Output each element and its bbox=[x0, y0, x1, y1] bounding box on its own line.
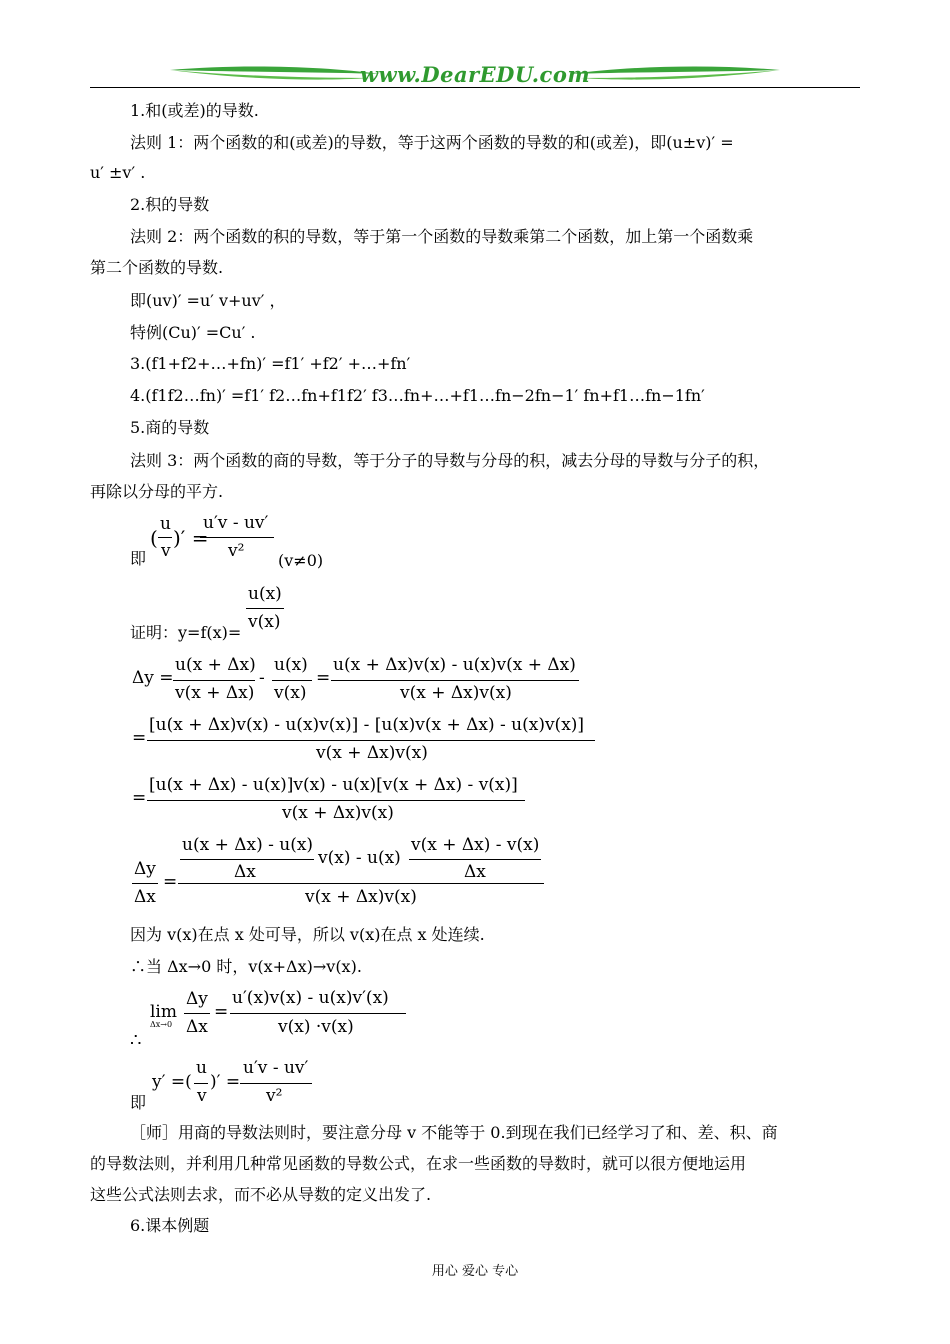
teacher-note-cont2: 这些公式法则去求，而不必从导数的定义出发了. bbox=[90, 1185, 432, 1204]
final-num: u′v - uv′ bbox=[243, 1058, 309, 1078]
frac-b-num: u(x) bbox=[274, 655, 308, 675]
frac-d-den: v(x + Δx)v(x) bbox=[316, 743, 428, 763]
y-prime: y′ =( bbox=[152, 1072, 192, 1092]
proof-label: 证明：y=f(x)= bbox=[130, 623, 242, 642]
inner1-den: Δx bbox=[234, 862, 256, 882]
lim-dx: Δx bbox=[186, 1017, 208, 1037]
fx-denominator: v(x) bbox=[248, 612, 281, 632]
frac-d-num: [u(x + Δx)v(x) - u(x)v(x)] - [u(x)v(x + Δx) - u(x)v(x)] bbox=[149, 715, 585, 735]
rule1-text: 法则 1：两个函数的和(或差)的导数，等于这两个函数的导数的和(或差)，即(u±v)′ = bbox=[130, 133, 734, 152]
final-v: v bbox=[197, 1086, 207, 1106]
outer-den: v(x + Δx)v(x) bbox=[305, 887, 417, 907]
heading-sum-derivative: 1.和(或差)的导数. bbox=[130, 101, 259, 120]
rule2-text-cont: 第二个函数的导数. bbox=[90, 258, 224, 277]
page-footer: 用心 爱心 专心 bbox=[431, 1264, 519, 1279]
final-u: u bbox=[196, 1058, 207, 1078]
textbook-example-heading: 6.课本例题 bbox=[130, 1216, 210, 1235]
quotient-denominator: v² bbox=[228, 541, 245, 561]
therefore-symbol: ∴ bbox=[130, 1030, 142, 1051]
heading-product-derivative: 2.积的导数 bbox=[130, 195, 210, 214]
site-logo[interactable]: www.DearEDU.com bbox=[359, 62, 591, 87]
limit-statement: ∴当 Δx→0 时，v(x+Δx)→v(x). bbox=[130, 957, 362, 976]
ji-label: 即 bbox=[130, 549, 147, 568]
quotient-u: u bbox=[160, 514, 171, 534]
rule3-text-cont: 再除以分母的平方. bbox=[90, 482, 224, 501]
lim-num: u′(x)v(x) - u(x)v′(x) bbox=[232, 988, 389, 1008]
sum-general-formula: 3.(f1+f2+…+fn)′ =f1′ +f2′ +…+fn′ bbox=[130, 354, 411, 373]
fx-numerator: u(x) bbox=[248, 584, 282, 604]
frac-b-den: v(x) bbox=[274, 683, 307, 703]
quotient-numerator: u′v - uv′ bbox=[203, 513, 269, 533]
header-rule bbox=[90, 87, 860, 88]
inner-mid: v(x) - u(x) bbox=[318, 848, 401, 868]
heading-quotient-derivative: 5.商的导数 bbox=[130, 418, 210, 437]
teacher-note: ［师］用商的导数法则时，要注意分母 v 不能等于 0.到现在我们已经学习了和、差、积、商 bbox=[130, 1123, 778, 1142]
special-case: 特例(Cu)′ =Cu′ . bbox=[130, 323, 256, 342]
product-formula: 即(uv)′ =u′ v+uv′ ， bbox=[130, 291, 286, 310]
inner2-den: Δx bbox=[464, 862, 486, 882]
teacher-note-cont1: 的导数法则，并利用几种常见函数的导数公式，在求一些函数的导数时，就可以很方便地运用 bbox=[90, 1154, 747, 1173]
lim-subscript: Δx→0 bbox=[150, 1020, 173, 1029]
lim-den: v(x) ·v(x) bbox=[278, 1017, 354, 1037]
lim-label: lim bbox=[150, 1002, 177, 1022]
delta-y: Δy = bbox=[132, 668, 174, 688]
frac-c-num: u(x + Δx)v(x) - u(x)v(x + Δx) bbox=[333, 655, 576, 675]
lim-dy: Δy bbox=[186, 989, 208, 1009]
ji2-label: 即 bbox=[130, 1093, 147, 1112]
inner2-num: v(x + Δx) - v(x) bbox=[411, 835, 540, 855]
dydx-num: Δy bbox=[134, 859, 156, 879]
quotient-v: v bbox=[161, 541, 171, 561]
rule3-text: 法则 3：两个函数的商的导数，等于分子的导数与分母的积，减去分母的导数与分子的积， bbox=[130, 451, 770, 470]
frac-a-den: v(x + Δx) bbox=[175, 683, 255, 703]
rule1-text-cont: u′ ±v′ . bbox=[90, 163, 146, 182]
frac-a-num: u(x + Δx) bbox=[175, 655, 256, 675]
dydx-den: Δx bbox=[134, 887, 156, 907]
final-den: v² bbox=[266, 1086, 283, 1106]
frac-e-den: v(x + Δx)v(x) bbox=[282, 803, 394, 823]
product-general-formula: 4.(f1f2…fn)′ =f1′ f2…fn+f1f2′ f3…fn+…+f1…fn−2fn−1′ fn+f1…fn−1fn′ bbox=[130, 386, 705, 405]
inner1-num: u(x + Δx) - u(x) bbox=[182, 835, 314, 855]
rule2-text: 法则 2：两个函数的积的导数，等于第一个函数的导数乘第二个函数，加上第一个函数乘 bbox=[130, 227, 754, 246]
page-header bbox=[90, 60, 860, 90]
frac-e-num: [u(x + Δx) - u(x)]v(x) - u(x)[v(x + Δx) - v(x)] bbox=[149, 775, 518, 795]
v-nonzero: (v≠0) bbox=[278, 551, 324, 570]
continuity-reason: 因为 v(x)在点 x 处可导，所以 v(x)在点 x 处连续. bbox=[130, 925, 485, 944]
frac-c-den: v(x + Δx)v(x) bbox=[400, 683, 512, 703]
